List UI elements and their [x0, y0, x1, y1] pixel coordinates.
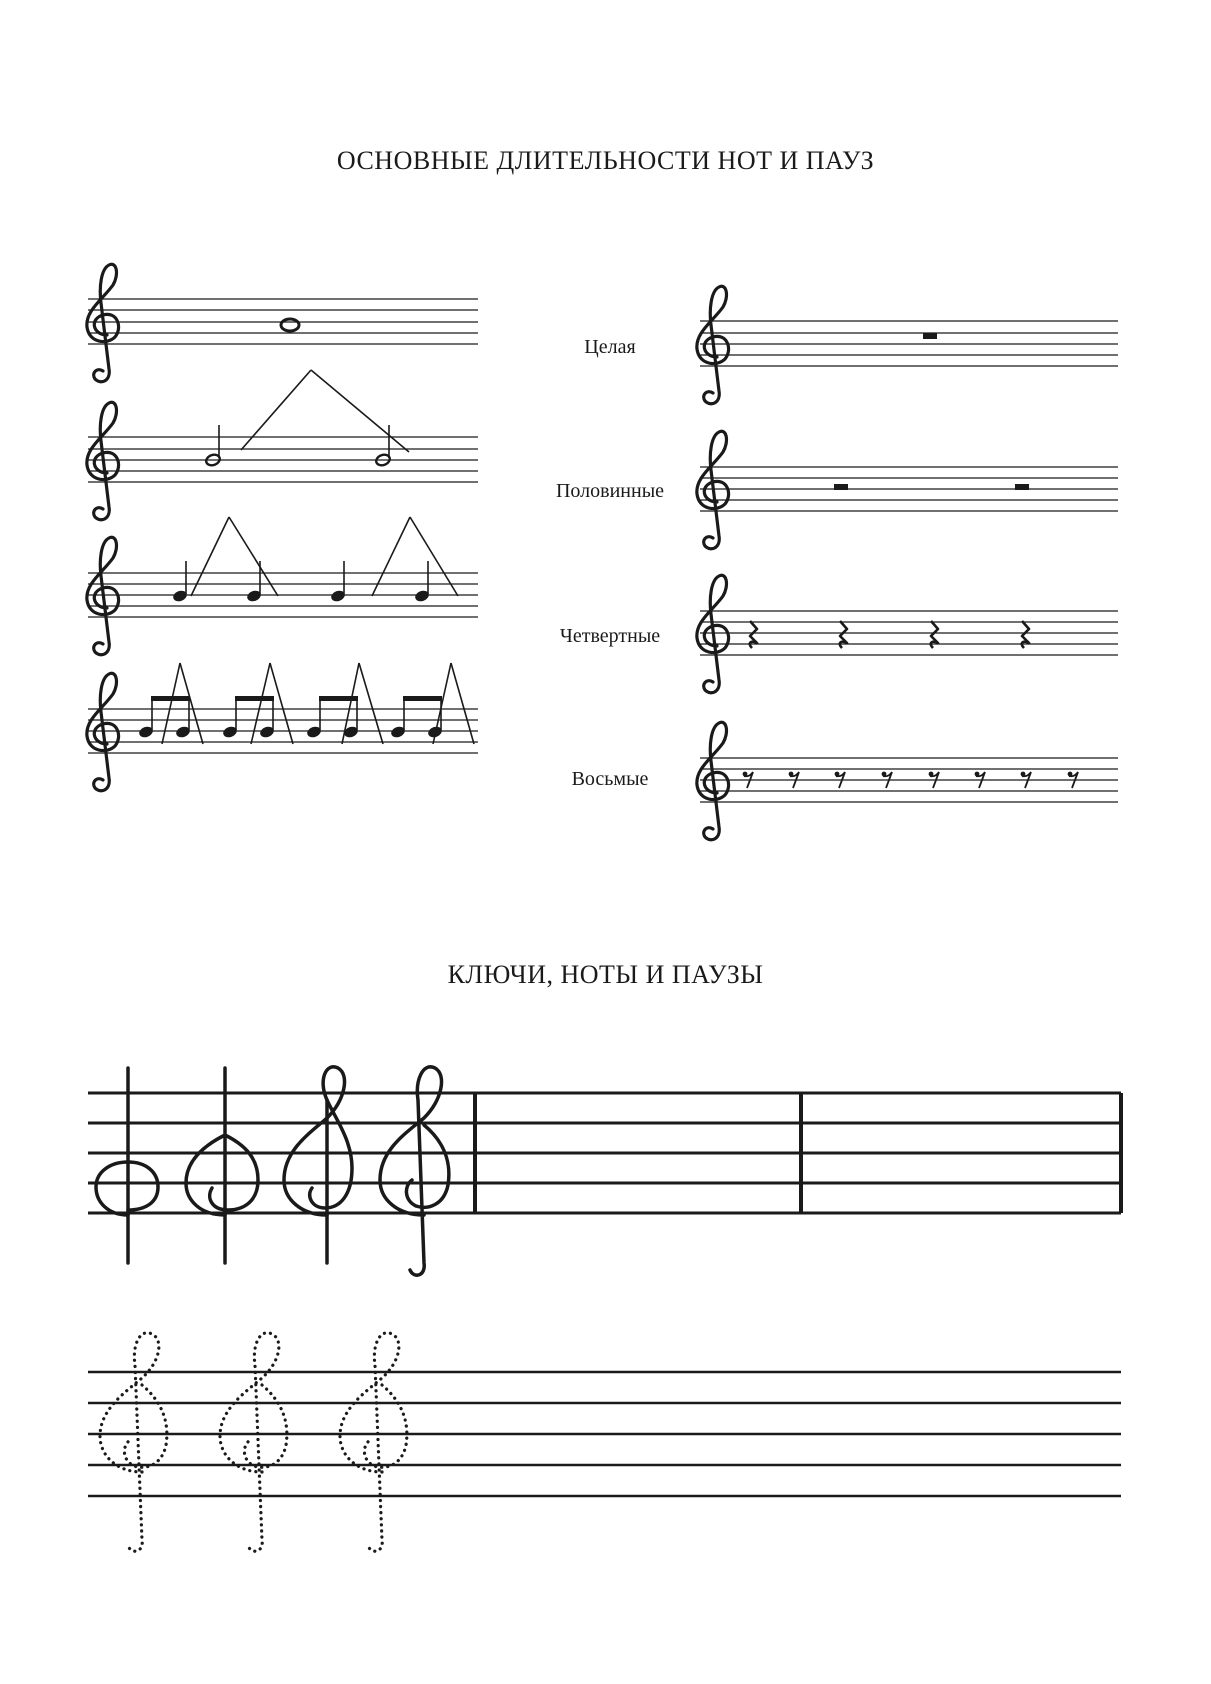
dotted-clef — [340, 1333, 407, 1551]
clef-step-3 — [284, 1067, 352, 1263]
eighth-note-pair — [222, 696, 276, 739]
whole-rest — [923, 333, 937, 339]
treble-clef-icon — [697, 722, 729, 839]
section-title-durations: ОСНОВНЫЕ ДЛИТЕЛЬНОСТИ НОТ И ПАУЗ — [336, 146, 875, 175]
label-eighth: Восьмые — [571, 768, 649, 790]
half-rest — [834, 484, 848, 490]
staff-whole-rest — [700, 321, 1118, 366]
quarter-note — [330, 561, 347, 603]
tracing-staff — [88, 1372, 1121, 1496]
treble-clef-icon — [87, 673, 119, 790]
dotted-clef — [100, 1333, 167, 1551]
quarter-note — [172, 561, 189, 603]
staff-quarter-rests — [700, 611, 1118, 655]
label-half: Половинные — [555, 480, 665, 502]
staff-eighth-rests — [700, 758, 1118, 802]
staff-half-rests — [700, 467, 1118, 511]
division-lines — [162, 370, 474, 744]
half-note — [375, 425, 392, 467]
staff-half-notes — [88, 437, 478, 482]
treble-clef-icon — [87, 537, 119, 654]
label-quarter: Четвертные — [559, 625, 661, 647]
clef-step-2 — [186, 1068, 258, 1263]
clef-step-1 — [96, 1068, 158, 1263]
treble-clef-icon — [697, 286, 729, 403]
treble-clef-icon — [87, 264, 119, 381]
clef-step-4 — [380, 1067, 449, 1275]
treble-clef-icon — [697, 575, 729, 692]
dotted-clef — [220, 1333, 287, 1551]
treble-clef-icon — [697, 431, 729, 548]
half-rest — [1015, 484, 1029, 490]
treble-clef-icon — [87, 402, 119, 519]
label-whole: Целая — [584, 336, 636, 358]
section-title-clefs: КЛЮЧИ, НОТЫ И ПАУЗЫ — [447, 960, 764, 989]
large-practice-staff — [88, 1093, 1121, 1213]
whole-note — [281, 319, 299, 331]
quarter-note — [414, 561, 431, 603]
half-note — [205, 425, 222, 467]
